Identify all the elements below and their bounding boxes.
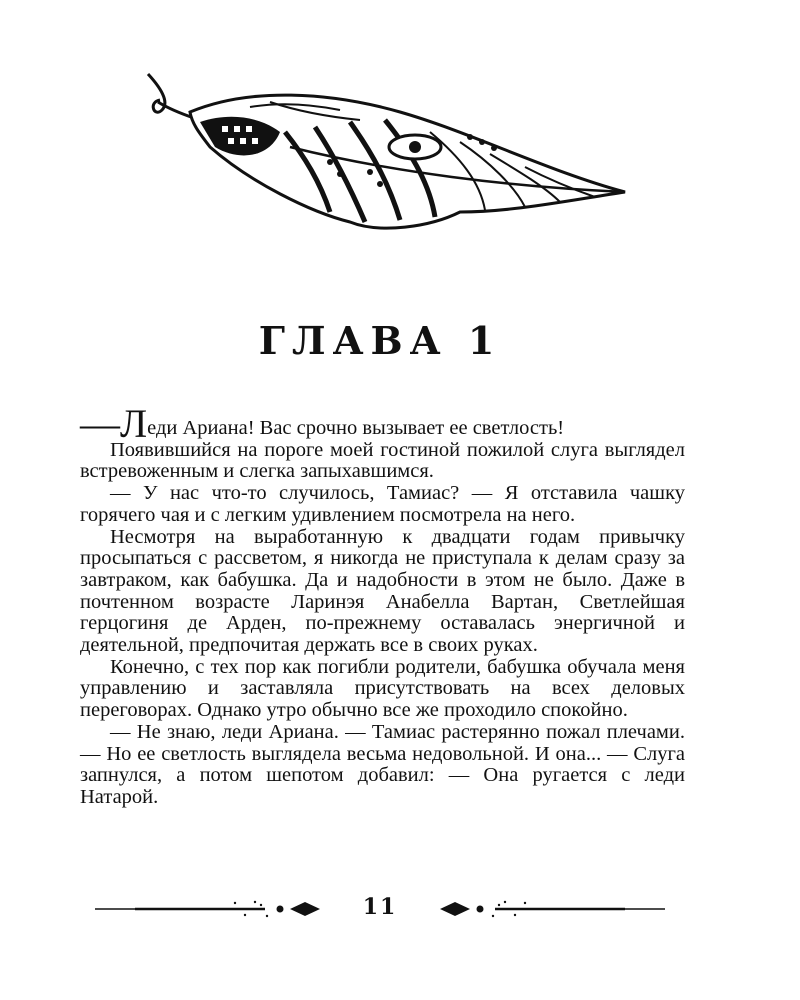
paragraph-2: Появившийся на пороге моей гостиной пожилой слуга выглядел встревоженным и слегка запыхавшимся.: [80, 438, 685, 483]
chapter-title: ГЛАВА 1: [258, 318, 502, 363]
drop-cap: —Л: [80, 401, 148, 446]
paragraph-4: Несмотря на выработанную к двадцати годам привычку просыпаться с рассветом, я никогда не приступала к делам сразу за завтраком, как бабушка. Да и надобности в этом не было. Даже в почтенном возрасте Ларинэя Анабелла Вартан, Светлейшая герцогиня де Арден, по-прежнему оставалась энергичной и деятельной, предпочитая держать все в своих руках.: [80, 525, 685, 657]
paragraph-6: — Не знаю, леди Ариана. — Тамиас растерянно пожал плечами. — Но ее светлость выглядела весьма недовольной. И она... — Слуга запнулся, а потом шепотом добавил: — Она ругается с леди Натарой.: [80, 720, 685, 808]
paragraph-1-text: еди Ариана! Вас срочно вызывает ее светлость!: [147, 417, 565, 439]
chapter-body: [80, 401, 685, 809]
paragraph-5: Конечно, с тех пор как погибли родители, бабушка обучала меня управлению и заставляла присутствовать на всех деловых переговорах. Однако утро обычно все же проходило спокойно.: [80, 655, 685, 722]
feather-illustration: [130, 62, 640, 252]
paragraph-3: — У нас что-то случилось, Тамиас? — Я отставила чашку горячего чая и с легким удивлением посмотрела на него.: [80, 482, 685, 526]
page-footer: [95, 893, 665, 925]
page-number: 11: [362, 894, 398, 920]
paragraph-1: [80, 401, 685, 446]
